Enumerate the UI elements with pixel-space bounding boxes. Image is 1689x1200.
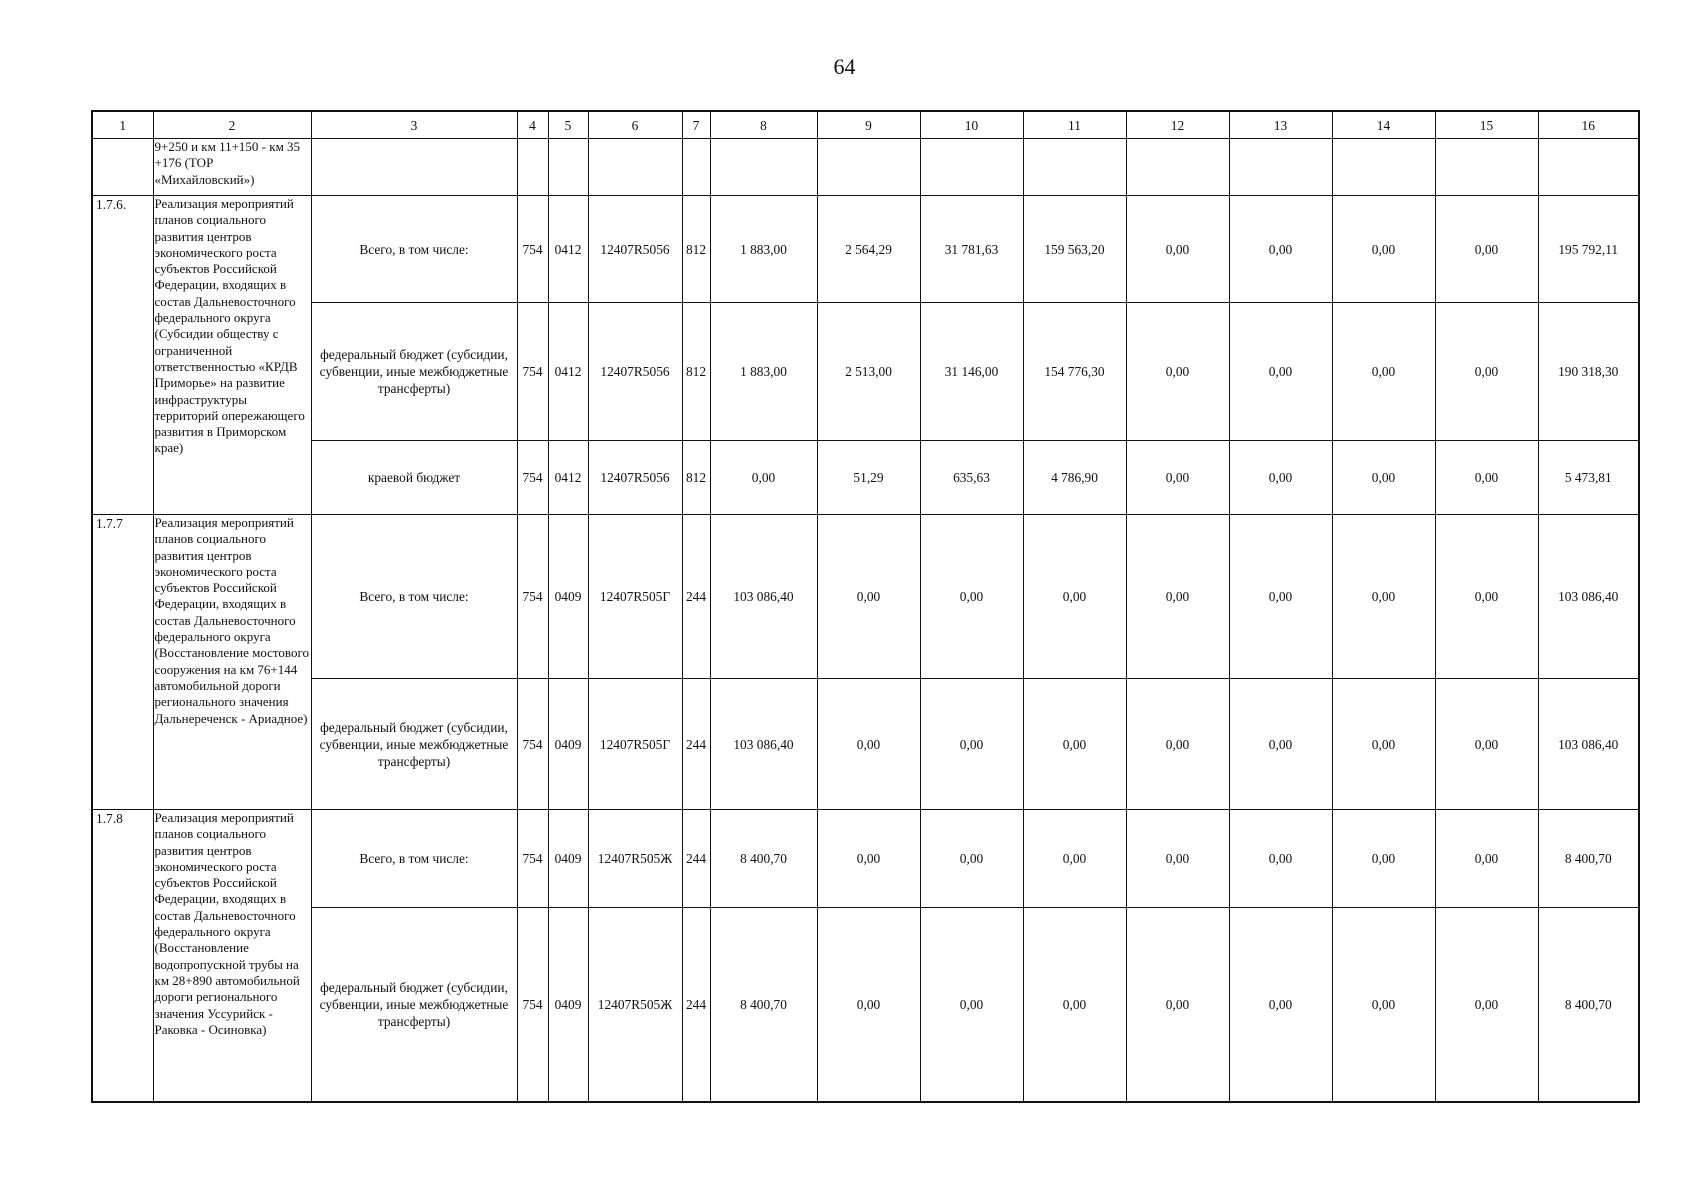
amount-cell: 159 563,20 bbox=[1023, 196, 1126, 303]
funding-source: федеральный бюджет (субсидии, субвенции, иные межбюджетные трансферты) bbox=[311, 908, 517, 1102]
table-row bbox=[92, 515, 1639, 679]
amount-cell: 0,00 bbox=[1126, 303, 1229, 441]
amount-cell: 0,00 bbox=[1435, 908, 1538, 1102]
code-target: 12407R505Г bbox=[588, 515, 682, 679]
code-target: 12407R505Ж bbox=[588, 810, 682, 908]
item-name: 9+250 и км 11+150 - км 35 +176 (ТОР «Михайловский») bbox=[153, 139, 311, 196]
amount-cell: 154 776,30 bbox=[1023, 303, 1126, 441]
column-header: 16 bbox=[1538, 111, 1639, 139]
amount-cell: 0,00 bbox=[1332, 441, 1435, 515]
amount-cell: 0,00 bbox=[920, 679, 1023, 810]
funding-source: краевой бюджет bbox=[311, 441, 517, 515]
column-header: 1 bbox=[92, 111, 153, 139]
amount-cell: 0,00 bbox=[1435, 679, 1538, 810]
funding-source: Всего, в том числе: bbox=[311, 515, 517, 679]
column-header: 13 bbox=[1229, 111, 1332, 139]
code-grbs: 754 bbox=[517, 810, 548, 908]
code-section: 0412 bbox=[548, 441, 588, 515]
header-row bbox=[92, 111, 1639, 139]
amount-cell: 0,00 bbox=[1126, 679, 1229, 810]
code-expense: 244 bbox=[682, 679, 710, 810]
funding-source: Всего, в том числе: bbox=[311, 810, 517, 908]
amount-cell: 0,00 bbox=[920, 908, 1023, 1102]
amount-cell: 0,00 bbox=[1126, 810, 1229, 908]
table-row bbox=[92, 679, 1639, 810]
table-cell bbox=[920, 139, 1023, 196]
item-name: Реализация мероприятий планов социального развития центров экономического роста субъектов Российской Федерации, входящих в состав Дальневосточного федерального округа (Восстановление водопропускной трубы на км 28+890 автомобильной дороги регионального значения Уссурийск - Раковка - Осиновка) bbox=[153, 810, 311, 1102]
amount-cell: 31 146,00 bbox=[920, 303, 1023, 441]
code-grbs: 754 bbox=[517, 196, 548, 303]
code-expense: 812 bbox=[682, 441, 710, 515]
amount-cell: 51,29 bbox=[817, 441, 920, 515]
column-header: 7 bbox=[682, 111, 710, 139]
code-section: 0409 bbox=[548, 810, 588, 908]
table-row bbox=[92, 441, 1639, 515]
budget-table bbox=[91, 110, 1640, 1103]
code-expense: 244 bbox=[682, 810, 710, 908]
table-cell bbox=[817, 139, 920, 196]
amount-cell: 0,00 bbox=[1332, 515, 1435, 679]
amount-cell: 0,00 bbox=[1229, 810, 1332, 908]
item-name: Реализация мероприятий планов социального развития центров экономического роста субъектов Российской Федерации, входящих в состав Дальневосточного федерального округа (Восстановление мостового сооружения на км 76+144 автомобильной дороги регионального значения Дальнереченск - Ариадное) bbox=[153, 515, 311, 810]
funding-source: федеральный бюджет (субсидии, субвенции, иные межбюджетные трансферты) bbox=[311, 679, 517, 810]
amount-cell: 0,00 bbox=[1332, 196, 1435, 303]
amount-cell: 0,00 bbox=[1435, 196, 1538, 303]
amount-total: 103 086,40 bbox=[1538, 679, 1639, 810]
amount-cell: 0,00 bbox=[817, 679, 920, 810]
amount-total: 5 473,81 bbox=[1538, 441, 1639, 515]
column-header: 8 bbox=[710, 111, 817, 139]
code-expense: 244 bbox=[682, 908, 710, 1102]
amount-cell: 0,00 bbox=[1023, 679, 1126, 810]
column-header: 5 bbox=[548, 111, 588, 139]
amount-cell: 0,00 bbox=[817, 908, 920, 1102]
table-cell bbox=[1229, 139, 1332, 196]
code-target: 12407R5056 bbox=[588, 441, 682, 515]
code-section: 0412 bbox=[548, 196, 588, 303]
code-grbs: 754 bbox=[517, 515, 548, 679]
amount-cell: 0,00 bbox=[1435, 441, 1538, 515]
code-grbs: 754 bbox=[517, 303, 548, 441]
table-cell bbox=[588, 139, 682, 196]
amount-cell: 2 513,00 bbox=[817, 303, 920, 441]
table-row bbox=[92, 196, 1639, 303]
amount-cell: 2 564,29 bbox=[817, 196, 920, 303]
funding-source: федеральный бюджет (субсидии, субвенции, иные межбюджетные трансферты) bbox=[311, 303, 517, 441]
amount-cell: 0,00 bbox=[1229, 515, 1332, 679]
column-header: 3 bbox=[311, 111, 517, 139]
column-header: 12 bbox=[1126, 111, 1229, 139]
code-section: 0409 bbox=[548, 679, 588, 810]
code-section: 0409 bbox=[548, 515, 588, 679]
column-header: 6 bbox=[588, 111, 682, 139]
amount-cell: 0,00 bbox=[1435, 515, 1538, 679]
table-row bbox=[92, 908, 1639, 1102]
amount-cell: 0,00 bbox=[817, 515, 920, 679]
code-target: 12407R5056 bbox=[588, 303, 682, 441]
amount-cell: 0,00 bbox=[1229, 908, 1332, 1102]
amount-cell: 31 781,63 bbox=[920, 196, 1023, 303]
code-expense: 244 bbox=[682, 515, 710, 679]
table-cell bbox=[517, 139, 548, 196]
column-header: 4 bbox=[517, 111, 548, 139]
amount-cell: 103 086,40 bbox=[710, 679, 817, 810]
table-cell bbox=[1023, 139, 1126, 196]
amount-cell: 0,00 bbox=[1023, 515, 1126, 679]
column-header: 2 bbox=[153, 111, 311, 139]
amount-cell: 0,00 bbox=[920, 515, 1023, 679]
code-target: 12407R505Ж bbox=[588, 908, 682, 1102]
column-header: 10 bbox=[920, 111, 1023, 139]
amount-cell: 8 400,70 bbox=[710, 908, 817, 1102]
amount-total: 8 400,70 bbox=[1538, 908, 1639, 1102]
page-number: 64 bbox=[833, 54, 856, 79]
amount-cell: 0,00 bbox=[1126, 196, 1229, 303]
table-cell bbox=[92, 139, 153, 196]
table-cell bbox=[1126, 139, 1229, 196]
amount-cell: 0,00 bbox=[1229, 196, 1332, 303]
amount-cell: 0,00 bbox=[817, 810, 920, 908]
code-grbs: 754 bbox=[517, 679, 548, 810]
table-cell bbox=[1538, 139, 1639, 196]
amount-cell: 0,00 bbox=[1126, 515, 1229, 679]
amount-cell: 103 086,40 bbox=[710, 515, 817, 679]
amount-cell: 0,00 bbox=[710, 441, 817, 515]
code-target: 12407R505Г bbox=[588, 679, 682, 810]
amount-cell: 0,00 bbox=[1332, 679, 1435, 810]
table-cell bbox=[311, 139, 517, 196]
amount-total: 195 792,11 bbox=[1538, 196, 1639, 303]
column-header: 9 bbox=[817, 111, 920, 139]
amount-cell: 0,00 bbox=[1332, 810, 1435, 908]
table-cell bbox=[682, 139, 710, 196]
table-cell bbox=[548, 139, 588, 196]
code-grbs: 754 bbox=[517, 908, 548, 1102]
table-cell bbox=[1332, 139, 1435, 196]
amount-cell: 1 883,00 bbox=[710, 303, 817, 441]
amount-cell: 0,00 bbox=[1332, 908, 1435, 1102]
amount-total: 103 086,40 bbox=[1538, 515, 1639, 679]
amount-cell: 4 786,90 bbox=[1023, 441, 1126, 515]
amount-cell: 0,00 bbox=[1229, 303, 1332, 441]
column-header: 14 bbox=[1332, 111, 1435, 139]
item-number: 1.7.8 bbox=[92, 810, 153, 1102]
amount-cell: 1 883,00 bbox=[710, 196, 817, 303]
amount-total: 190 318,30 bbox=[1538, 303, 1639, 441]
amount-cell: 0,00 bbox=[1229, 441, 1332, 515]
code-target: 12407R5056 bbox=[588, 196, 682, 303]
amount-cell: 0,00 bbox=[920, 810, 1023, 908]
code-grbs: 754 bbox=[517, 441, 548, 515]
amount-cell: 0,00 bbox=[1435, 303, 1538, 441]
column-header: 15 bbox=[1435, 111, 1538, 139]
amount-cell: 0,00 bbox=[1126, 908, 1229, 1102]
table-cell bbox=[710, 139, 817, 196]
code-expense: 812 bbox=[682, 303, 710, 441]
amount-cell: 8 400,70 bbox=[710, 810, 817, 908]
amount-cell: 0,00 bbox=[1435, 810, 1538, 908]
amount-cell: 0,00 bbox=[1023, 810, 1126, 908]
amount-cell: 0,00 bbox=[1023, 908, 1126, 1102]
code-section: 0409 bbox=[548, 908, 588, 1102]
funding-source: Всего, в том числе: bbox=[311, 196, 517, 303]
amount-cell: 635,63 bbox=[920, 441, 1023, 515]
table-cell bbox=[1435, 139, 1538, 196]
amount-cell: 0,00 bbox=[1332, 303, 1435, 441]
item-name: Реализация мероприятий планов социального развития центров экономического роста субъектов Российской Федерации, входящих в состав Дальневосточного федерального округа (Субсидии обществу с ограниченной ответственностью «КРДВ Приморье» на развитие инфраструктуры территорий опережающего развития в Приморском крае) bbox=[153, 196, 311, 515]
amount-cell: 0,00 bbox=[1229, 679, 1332, 810]
code-section: 0412 bbox=[548, 303, 588, 441]
column-header: 11 bbox=[1023, 111, 1126, 139]
table-row bbox=[92, 810, 1639, 908]
table-row bbox=[92, 303, 1639, 441]
amount-cell: 0,00 bbox=[1126, 441, 1229, 515]
code-expense: 812 bbox=[682, 196, 710, 303]
item-number: 1.7.6. bbox=[92, 196, 153, 515]
item-number: 1.7.7 bbox=[92, 515, 153, 810]
amount-total: 8 400,70 bbox=[1538, 810, 1639, 908]
continuation-row bbox=[92, 139, 1639, 196]
